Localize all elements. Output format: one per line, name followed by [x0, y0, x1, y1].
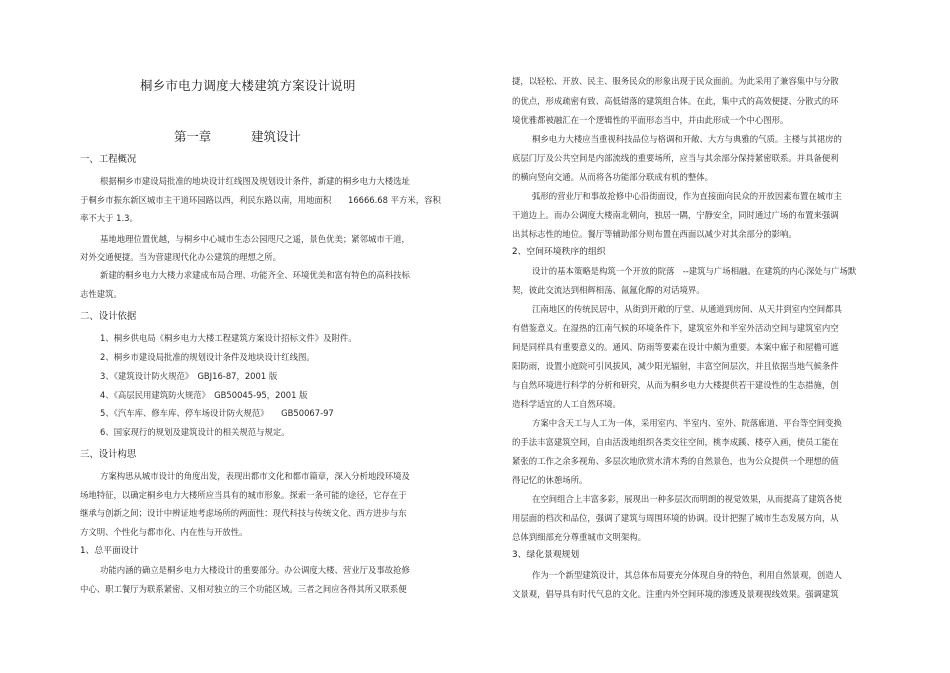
paragraph-line: 场地特征，以确定桐乡电力大楼所应当具有的城市形象。探索一条可能的途径，它存在于 [80, 490, 407, 500]
subsection-heading-site-plan: 1、总平面设计 [80, 546, 139, 556]
paragraph-line: 的手法丰富建筑空间，自由活泼地组织各类交往空间，桃李成蹊、楼亭入画，使员工能在 [512, 437, 839, 447]
paragraph-line: 的优点，形成疏密有致、高低错落的建筑组合体。在此，集中式的高效便捷、分散式的环 [512, 96, 839, 106]
paragraph-line: 作为一个新型建筑设计，其总体布局要充分体现自身的特色，利用自然景观，创造人 [532, 570, 842, 580]
paragraph-line: 新建的桐乡电力大楼力求建成布局合理、功能齐全、环境优美和富有特色的高科技标 [100, 270, 410, 280]
paragraph-line: 继承与创新之间；设计中辨证地考虑场所的两面性：现代科技与传统文化、西方进步与东 [80, 508, 407, 518]
paragraph-line: 的横向竖向交通。从而将各功能部分联成有机的整体。 [512, 172, 713, 182]
paragraph-line: 设计的基本策略是构筑一个开放的院落 --建筑与广场相融。在建筑的内心深处与广场默 [532, 266, 857, 276]
paragraph-line: 捷，以轻松、开放、民主、服务民众的形象出现于民众面前。为此采用了兼容集中与分散 [512, 76, 839, 86]
subsection-heading-space-order: 2、空间环境秩序的组织 [512, 247, 606, 257]
paragraph-line: 用层面的档次和品位，强调了建筑与周围环境的协调。设计把握了城市生态发展方向，从 [512, 513, 839, 523]
paragraph-line: 中心、职工餐厅为联系紧密、又相对独立的三个功能区域。三者之间应各得其所又联系便 [80, 584, 407, 594]
paragraph-line: 在空间组合上丰富多彩，展现出一种多层次而明朗的视觉效果，从而提高了建筑各使 [532, 494, 842, 504]
paragraph-line: 底层门厅及公共空间是内部流线的重要场所，应当与其余部分保持紧密联系。并具备便利 [512, 153, 839, 163]
paragraph-line: 紧张的工作之余多视角、多层次地欣赏水清木秀的自然景色，也为公众提供一个理想的值 [512, 456, 839, 466]
paragraph-line: 造科学适宜的人工自然环境。 [512, 399, 621, 409]
paragraph-line: 有借鉴意义。在湿热的江南气候的环境条件下，建筑室外和半室外活动空间与建筑室内空 [512, 323, 839, 333]
section-heading-concept: 三、设计构思 [80, 449, 137, 460]
paragraph-line: 功能内涵的确立是桐乡电力大楼设计的重要部分。办公调度大楼、营业厅及事故抢修 [100, 565, 410, 575]
list-item: 3、《建筑设计防火规范》 GBJ16-87，2001 版 [100, 371, 278, 381]
paragraph-line: 方案中含天工与人工为一体，采用室内、半室内、室外、院落廊道、平台等空间变换 [532, 418, 842, 428]
paragraph-line: 方案构思从城市设计的角度出发，表现出都市文化和都市篇章，深入分析地段环境及 [100, 471, 410, 481]
chapter-heading [174, 131, 301, 142]
paragraph-line: 出其标志性的地位。餐厅等辅助部分则布置在西面以减少对其余部分的影响。 [512, 229, 797, 239]
paragraph-line: 率不大于 1.3。 [80, 213, 138, 223]
paragraph-line: 与自然环境进行科学的分析和研究，从而为桐乡电力大楼提供若干建设性的生态措施，创 [512, 380, 839, 390]
list-item: 5、《汽车库、修车库、停车场设计防火规范》 GB50067-97 [100, 408, 334, 418]
chapter-title: 建筑设计 [251, 129, 301, 144]
list-item: 1、桐乡供电局《桐乡电力大楼工程建筑方案设计招标文件》及附件。 [100, 333, 357, 343]
paragraph-line: 间是同样具有重要意义的。通风、防雨等要素在设计中颇为重要。本案中廊子和屋檐可遮 [512, 342, 839, 352]
paragraph-line: 契，彼此交流达到相辉相荡、氤氲化醇的对话境界。 [512, 285, 705, 295]
section-heading-basis: 二、设计依据 [80, 311, 137, 322]
paragraph-line: 方文明、个性化与都市化、内在性与开放性。 [80, 527, 248, 537]
paragraph-line: 于桐乡市振东新区城市主干道环园路以西，利民东路以南，用地面积 16666.68 平方米，容积 [80, 195, 441, 205]
paragraph-line: 志性建筑。 [80, 289, 122, 299]
paragraph-line: 阳防雨，设置小庭院可引风拔风，减少阳光辐射，丰富空间层次，并且依据当地气候条件 [512, 361, 839, 371]
section-heading-overview: 一、工程概况 [80, 154, 137, 165]
list-item: 2、桐乡市建设局批准的规划设计条件及地块设计红线图。 [100, 352, 315, 362]
paragraph-line: 对外交通便捷。当为营建现代化办公建筑的理想之所。 [80, 252, 281, 262]
paragraph-line: 得记忆的休憩场所。 [512, 475, 588, 485]
paragraph-line: 弧形的营业厅和事故抢修中心沿街面设，作为直接面向民众的开放因素布置在城市主 [532, 191, 842, 201]
paragraph-line: 江南地区的传统民居中，从街到开敞的厅堂、从通道到房间、从天井到室内空间都具 [532, 304, 842, 314]
chapter-number: 第一章 [174, 129, 212, 144]
list-item: 6、国家现行的规划及建筑设计的相关规范与规定。 [100, 427, 290, 437]
paragraph-line: 干道边上。而办公调度大楼南北朝向，独居一隅，宁静安全，同时通过广场的布置来强调 [512, 210, 839, 220]
paragraph-line: 基地地理位置优越，与桐乡中心城市生态公园咫尺之遥，景色优美；紧邻城市干道， [100, 234, 410, 244]
subsection-heading-landscape: 3、绿化景观规划 [512, 550, 580, 560]
paragraph-line: 根据桐乡市建设局批准的地块设计红线图及规划设计条件，新建的桐乡电力大楼选址 [100, 176, 410, 186]
paragraph-line: 桐乡电力大楼应当重视科技品位与格调和开敞、大方与典雅的气质。主楼与其裙房的 [532, 134, 842, 144]
document-title: 桐乡市电力调度大楼建筑方案设计说明 [140, 78, 356, 93]
paragraph-line: 境优雅都被融汇在一个逻辑性的平面形态当中，并由此形成一个中心图形。 [512, 115, 789, 125]
list-item: 4、《高层民用建筑防火规范》 GB50045-95，2001 版 [100, 390, 308, 400]
paragraph-line: 总体到细部充分尊重城市文明架构。 [512, 532, 646, 542]
paragraph-line: 文景观，倡导具有时代气息的文化。注重内外空间环境的渗透及景观视线效果。强调建筑 [512, 589, 839, 599]
